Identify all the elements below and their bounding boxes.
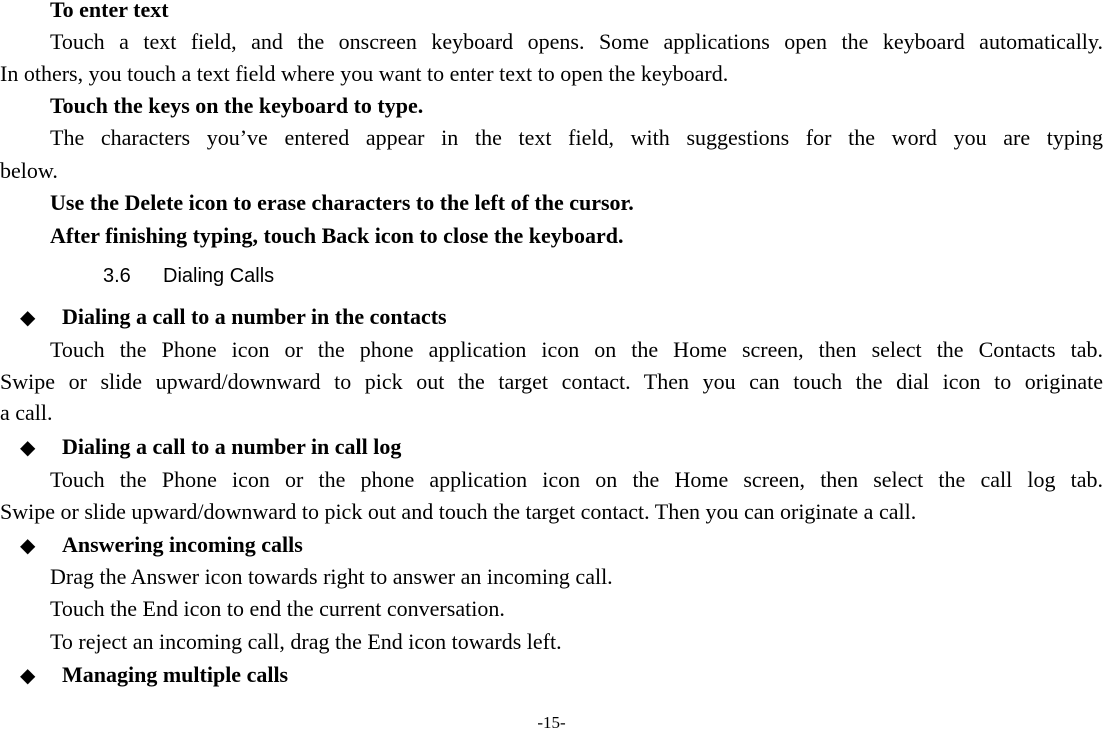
enter-text-paragraph-2-line-2: below. bbox=[0, 158, 58, 183]
bullet-answering-line-1: Drag the Answer icon towards right to answer an incoming call. bbox=[50, 564, 613, 589]
bullet-contacts-line-1: Touch the Phone icon or the phone application icon on the Home screen, then select the Contacts tab. bbox=[50, 337, 1103, 362]
bullet-contacts-line-2: Swipe or slide upward/downward to pick out the target contact. Then you can touch the dial icon to originate bbox=[0, 369, 1103, 394]
bullet-title: Answering incoming calls bbox=[62, 532, 303, 557]
enter-text-step-3: After finishing typing, touch Back icon to close the keyboard. bbox=[50, 223, 624, 248]
bullet-call-log bbox=[20, 431, 401, 464]
section-heading bbox=[103, 261, 274, 291]
bullet-title: Dialing a call to a number in the contacts bbox=[62, 304, 447, 329]
bullet-answering-line-2: Touch the End icon to end the current conversation. bbox=[50, 596, 505, 621]
bullet-answering bbox=[20, 529, 303, 562]
enter-text-step-2: Use the Delete icon to erase characters to the left of the cursor. bbox=[50, 190, 634, 215]
diamond-bullet-icon: ◆ bbox=[20, 665, 36, 687]
enter-text-paragraph-line-2: In others, you touch a text field where you want to enter text to open the keyboard. bbox=[0, 61, 729, 86]
bullet-call-log-line-2: Swipe or slide upward/downward to pick out and touch the target contact. Then you can originate a call. bbox=[0, 499, 917, 524]
bullet-answering-line-3: To reject an incoming call, drag the End icon towards left. bbox=[50, 629, 562, 654]
bullet-multiple-calls bbox=[20, 659, 288, 692]
enter-text-step-1: Touch the keys on the keyboard to type. bbox=[50, 93, 424, 118]
enter-text-paragraph-2-line-1: The characters you’ve entered appear in the text field, with suggestions for the word you are typing bbox=[50, 125, 1103, 150]
diamond-bullet-icon: ◆ bbox=[20, 307, 36, 329]
page-number: -15- bbox=[537, 713, 566, 732]
bullet-title: Dialing a call to a number in call log bbox=[62, 434, 402, 459]
enter-text-paragraph-line-1: Touch a text field, and the onscreen keyboard opens. Some applications open the keyboard automatically. bbox=[50, 29, 1103, 54]
bullet-title: Managing multiple calls bbox=[62, 662, 289, 687]
section-number: 3.6 bbox=[103, 265, 131, 287]
bullet-contacts bbox=[20, 301, 447, 334]
bullet-contacts-line-3: a call. bbox=[0, 400, 53, 425]
diamond-bullet-icon: ◆ bbox=[20, 535, 36, 557]
bullet-call-log-line-1: Touch the Phone icon or the phone application icon on the Home screen, then select the call log tab. bbox=[50, 467, 1103, 492]
section-title: Dialing Calls bbox=[163, 265, 275, 287]
diamond-bullet-icon: ◆ bbox=[20, 437, 36, 459]
enter-text-title: To enter text bbox=[50, 0, 169, 22]
